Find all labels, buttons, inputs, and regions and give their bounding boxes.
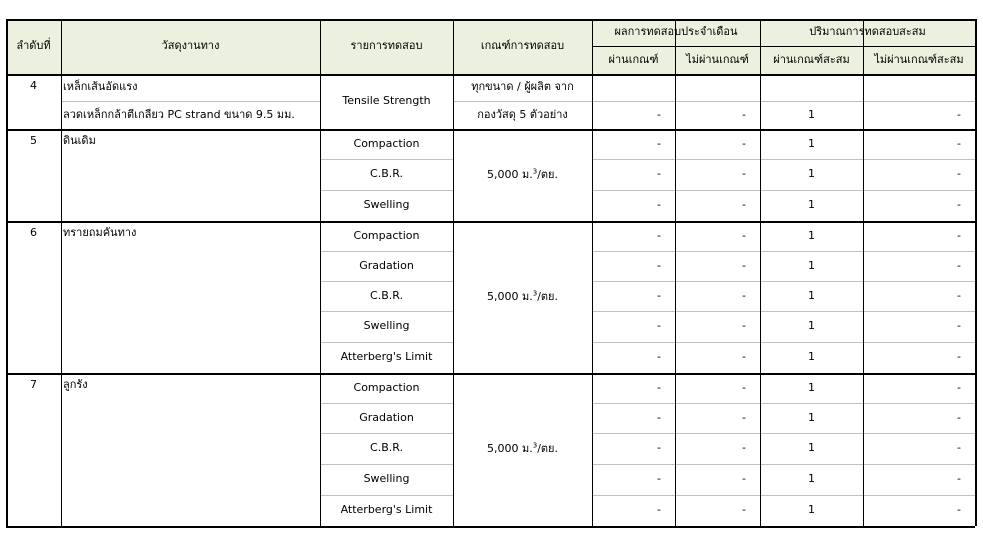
grid-line-v xyxy=(61,129,62,221)
monthly-fail-value: - xyxy=(742,258,746,272)
test-item: Compaction xyxy=(353,136,420,150)
grid-line-h xyxy=(320,311,453,312)
cumulative-pass-value: 1 xyxy=(808,288,815,302)
grid-line-v xyxy=(61,74,62,129)
monthly-pass-value: - xyxy=(657,472,661,486)
monthly-fail-value: - xyxy=(742,350,746,364)
grid-line-v xyxy=(975,129,977,221)
test-item: Gradation xyxy=(359,258,414,272)
grid-line-h xyxy=(320,281,453,282)
monthly-fail-value: - xyxy=(742,503,746,517)
monthly-pass-value: - xyxy=(657,198,661,212)
monthly-pass-value xyxy=(592,74,675,101)
grid-line-v xyxy=(760,19,761,74)
grid-line-v xyxy=(592,19,593,74)
grid-line-v xyxy=(453,373,454,526)
monthly-fail-value: - xyxy=(742,167,746,181)
grid-line-v xyxy=(320,74,321,129)
cumulative-fail-value: - xyxy=(957,380,961,394)
criteria-text xyxy=(453,129,592,221)
monthly-pass-value: - xyxy=(657,288,661,302)
grid-line-v xyxy=(760,373,761,526)
grid-line-v xyxy=(863,373,864,526)
header-criteria: เกณฑ์การทดสอบ xyxy=(453,19,592,74)
monthly-fail-value: - xyxy=(742,380,746,394)
cumulative-fail-value: - xyxy=(957,198,961,212)
grid-line-h xyxy=(6,19,975,21)
grid-line-v xyxy=(863,74,864,129)
grid-line-v xyxy=(592,373,593,526)
cumulative-fail-value: - xyxy=(957,472,961,486)
grid-line-v xyxy=(675,373,676,526)
criteria-text: ทุกขนาด / ผู้ผลิต จาก xyxy=(471,80,574,94)
monthly-fail-value: - xyxy=(742,319,746,333)
test-item: Gradation xyxy=(359,410,414,424)
grid-line-h xyxy=(320,342,453,343)
grid-line-h xyxy=(592,46,975,47)
grid-line-v xyxy=(592,221,593,373)
row-number: 7 xyxy=(30,378,37,391)
criteria-text: กองวัสดุ 5 ตัวอย่าง xyxy=(477,107,568,121)
test-item: Swelling xyxy=(363,198,410,212)
criteria-value xyxy=(487,291,558,304)
material-name: ทรายถมคันทาง xyxy=(63,226,137,239)
test-item: Compaction xyxy=(353,228,420,242)
grid-line-h xyxy=(320,433,453,434)
grid-line-v xyxy=(6,129,8,221)
criteria-amount: 5,000 ม. xyxy=(486,167,533,181)
grid-line-v xyxy=(6,74,8,129)
grid-line-v xyxy=(592,74,593,129)
cumulative-fail-value: - xyxy=(957,258,961,272)
criteria-unit-suffix: /ตย. xyxy=(537,167,558,181)
grid-line-v xyxy=(863,221,864,373)
test-item: Atterberg's Limit xyxy=(340,350,433,364)
header-material: วัสดุงานทาง xyxy=(61,19,320,74)
cumulative-fail-value: - xyxy=(957,410,961,424)
monthly-pass-value: - xyxy=(657,136,661,150)
header-test-item: รายการทดสอบ xyxy=(320,19,453,74)
grid-line-v xyxy=(61,19,62,74)
row-number: 6 xyxy=(30,226,37,239)
grid-line-v xyxy=(760,129,761,221)
grid-line-v xyxy=(453,74,454,129)
grid-line-v xyxy=(320,19,321,74)
header-monthly-pass: ผ่านเกณฑ์ xyxy=(592,46,675,74)
material-name: ลูกรัง xyxy=(63,378,88,391)
cumulative-fail-value: - xyxy=(957,319,961,333)
criteria-amount: 5,000 ม. xyxy=(486,442,533,456)
cumulative-fail-value: - xyxy=(957,107,961,121)
header-cum-pass: ผ่านเกณฑ์สะสม xyxy=(760,46,863,74)
test-item: C.B.R. xyxy=(370,288,403,302)
grid-line-v xyxy=(6,221,8,373)
header-monthly-fail: ไม่ผ่านเกณฑ์ xyxy=(675,46,760,74)
test-item: C.B.R. xyxy=(370,167,403,181)
cumulative-pass-value: 1 xyxy=(808,319,815,333)
cumulative-pass-value: 1 xyxy=(808,350,815,364)
material-name: ดินเดิม xyxy=(63,134,96,147)
monthly-fail-value: - xyxy=(742,288,746,302)
grid-line-v xyxy=(675,129,676,221)
criteria-unit-suffix: /ตย. xyxy=(537,289,558,303)
grid-line-v xyxy=(61,221,62,373)
cumulative-fail-value: - xyxy=(957,167,961,181)
grid-line-v xyxy=(6,19,8,74)
grid-line-v xyxy=(61,373,62,526)
header-no: ลำดับที่ xyxy=(6,19,61,74)
header-monthly: ผลการทดสอบประจำเดือน xyxy=(592,19,760,46)
test-item: Compaction xyxy=(353,380,420,394)
grid-line-v xyxy=(320,221,321,373)
monthly-fail-value xyxy=(675,74,760,101)
grid-line-v xyxy=(592,129,593,221)
cumulative-pass-value xyxy=(760,74,863,101)
grid-line-h xyxy=(320,495,453,496)
grid-line-v xyxy=(760,74,761,129)
criteria-unit-exponent: 3 xyxy=(532,289,538,298)
grid-line-v xyxy=(675,74,676,129)
monthly-pass-value: - xyxy=(657,107,661,121)
criteria-value xyxy=(487,169,558,182)
grid-line-v xyxy=(675,46,676,74)
row-number: 4 xyxy=(30,79,37,92)
grid-line-v xyxy=(975,74,977,129)
grid-line-v xyxy=(975,221,977,373)
monthly-pass-value: - xyxy=(657,319,661,333)
cumulative-fail-value: - xyxy=(957,503,961,517)
criteria-unit-suffix: /ตย. xyxy=(537,442,558,456)
monthly-fail-value: - xyxy=(742,198,746,212)
cumulative-pass-value: 1 xyxy=(808,228,815,242)
cumulative-fail-value: - xyxy=(957,228,961,242)
monthly-pass-value: - xyxy=(657,350,661,364)
monthly-pass-value: - xyxy=(657,503,661,517)
grid-line-v xyxy=(453,221,454,373)
material-name: ลวดเหล็กกล้าตีเกลียว PC strand ขนาด 9.5 มม. xyxy=(63,107,295,121)
grid-line-h xyxy=(320,464,453,465)
criteria-amount: 5,000 ม. xyxy=(486,289,533,303)
monthly-pass-value: - xyxy=(657,258,661,272)
criteria-unit-exponent: 3 xyxy=(532,441,538,450)
cumulative-pass-value: 1 xyxy=(808,472,815,486)
row-number: 5 xyxy=(30,134,37,147)
monthly-pass-value: - xyxy=(657,441,661,455)
criteria-value xyxy=(487,443,558,456)
cumulative-fail-value xyxy=(863,74,975,101)
grid-line-v xyxy=(975,373,977,526)
grid-line-h xyxy=(320,159,453,160)
grid-line-v xyxy=(675,221,676,373)
monthly-fail-value: - xyxy=(742,107,746,121)
grid-line-h xyxy=(320,190,453,191)
grid-line-h xyxy=(320,251,453,252)
grid-line-h xyxy=(320,403,453,404)
cumulative-pass-value: 1 xyxy=(808,107,815,121)
grid-line-v xyxy=(320,129,321,221)
test-item: Swelling xyxy=(363,319,410,333)
cumulative-fail-value: - xyxy=(957,350,961,364)
header-cum-fail: ไม่ผ่านเกณฑ์สะสม xyxy=(863,46,975,74)
grid-line-v xyxy=(863,19,864,74)
grid-line-v xyxy=(863,129,864,221)
test-item: C.B.R. xyxy=(370,441,403,455)
grid-line-h xyxy=(61,101,320,102)
monthly-pass-value: - xyxy=(657,380,661,394)
test-item: Swelling xyxy=(363,472,410,486)
monthly-fail-value: - xyxy=(742,410,746,424)
cumulative-pass-value: 1 xyxy=(808,410,815,424)
grid-line-v xyxy=(453,129,454,221)
grid-line-v xyxy=(320,373,321,526)
grid-line-v xyxy=(760,221,761,373)
criteria-text xyxy=(453,373,592,526)
test-item: Tensile Strength xyxy=(342,94,431,108)
criteria-text xyxy=(453,221,592,373)
monthly-fail-value: - xyxy=(742,136,746,150)
cumulative-fail-value: - xyxy=(957,288,961,302)
cumulative-fail-value: - xyxy=(957,136,961,150)
grid-line-v xyxy=(453,19,454,74)
cumulative-pass-value: 1 xyxy=(808,441,815,455)
grid-line-h xyxy=(6,526,975,528)
test-item: Atterberg's Limit xyxy=(340,503,433,517)
criteria-unit-exponent: 3 xyxy=(532,167,538,176)
grid-line-v xyxy=(975,19,977,74)
cumulative-pass-value: 1 xyxy=(808,258,815,272)
monthly-fail-value: - xyxy=(742,441,746,455)
cumulative-pass-value: 1 xyxy=(808,380,815,394)
header-cumulative: ปริมาณการทดสอบสะสม xyxy=(760,19,975,46)
monthly-pass-value: - xyxy=(657,410,661,424)
monthly-fail-value: - xyxy=(742,228,746,242)
cumulative-pass-value: 1 xyxy=(808,136,815,150)
cumulative-pass-value: 1 xyxy=(808,167,815,181)
cumulative-fail-value: - xyxy=(957,441,961,455)
monthly-pass-value: - xyxy=(657,167,661,181)
monthly-fail-value: - xyxy=(742,472,746,486)
grid-line-v xyxy=(6,373,8,526)
material-name: เหล็กเส้นอัดแรง xyxy=(63,80,138,94)
cumulative-pass-value: 1 xyxy=(808,503,815,517)
monthly-pass-value: - xyxy=(657,228,661,242)
cumulative-pass-value: 1 xyxy=(808,198,815,212)
